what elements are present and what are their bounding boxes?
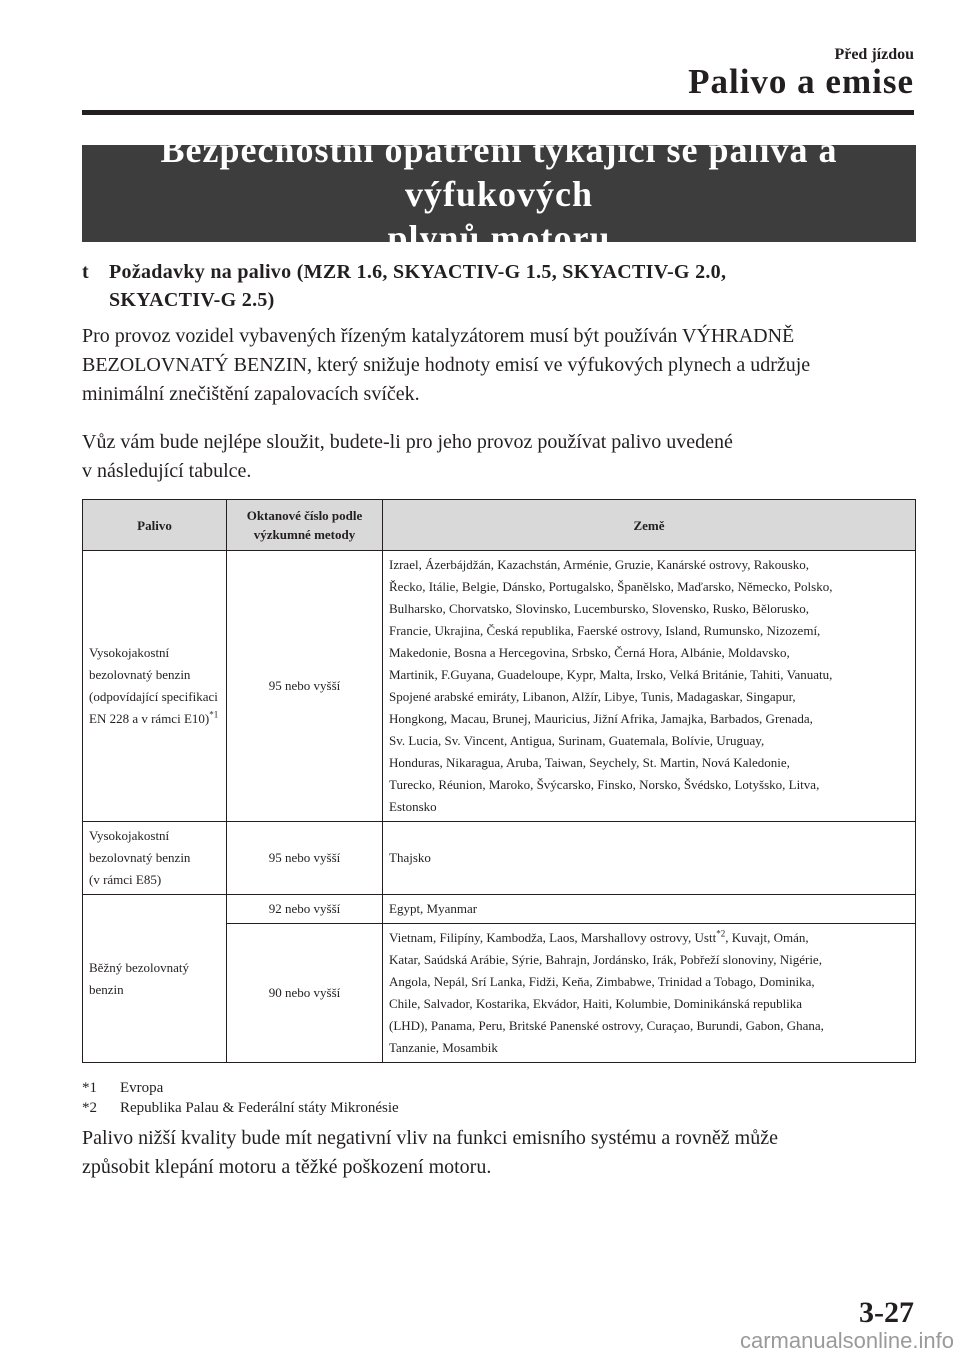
- country-line: Francie, Ukrajina, Česká republika, Faerské ostrovy, Island, Rumunsko, Nizozemí,: [389, 623, 821, 638]
- paragraph-line: Palivo nižší kvality bude mít negativní vliv na funkci emisního systému a rovněž může: [82, 1127, 778, 1149]
- country-line: Turecko, Réunion, Maroko, Švýcarsko, Finsko, Norsko, Švédsko, Lotyšsko, Litva,: [389, 777, 820, 792]
- running-header-title: Palivo a emise: [688, 62, 914, 101]
- paragraph-line: způsobit klepání motoru a těžké poškození motoru.: [82, 1156, 492, 1178]
- country-line: Sv. Lucia, Sv. Vincent, Antigua, Surinam, Guatemala, Bolívie, Uruguay,: [389, 733, 765, 748]
- octane-cell: 90 nebo vyšší: [227, 924, 383, 1063]
- footnote: [82, 1098, 399, 1118]
- table-row: [83, 551, 916, 822]
- banner-line-2: plynů motoru: [387, 217, 611, 258]
- fuel-cell: [83, 551, 227, 822]
- footnote-ref: *1: [209, 709, 219, 720]
- paragraph-line: v následující tabulce.: [82, 460, 252, 482]
- table-row: [83, 895, 916, 924]
- country-line: Tanzanie, Mosambik: [389, 1040, 498, 1055]
- banner-line-1: Bezpečnostní opatření týkající se paliva a výfukových: [160, 129, 838, 214]
- fuel-cell: [83, 822, 227, 895]
- country-line: Bulharsko, Chorvatsko, Slovinsko, Lucembursko, Slovensko, Rusko, Bělorusko,: [389, 601, 809, 616]
- header-rule: [82, 110, 914, 115]
- subsection-heading: [82, 258, 916, 314]
- bullet-glyph: t: [82, 261, 89, 283]
- paragraph-intro: [82, 322, 916, 409]
- octane-cell: 95 nebo vyšší: [227, 822, 383, 895]
- country-line: Chile, Salvador, Kostarika, Ekvádor, Haiti, Kolumbie, Dominikánská republika: [389, 996, 803, 1011]
- country-line: Martinik, F.Guyana, Guadeloupe, Kypr, Malta, Irsko, Velká Británie, Tahiti, Vanuatu,: [389, 667, 833, 682]
- footnote-mark: *1: [82, 1080, 97, 1096]
- header-country: Země: [383, 500, 916, 551]
- fuel-line: Vysokojakostní: [89, 828, 170, 843]
- country-line: Honduras, Nikaragua, Aruba, Taiwan, Seychely, St. Martin, Nová Kaledonie,: [389, 755, 790, 770]
- country-line: Spojené arabské emiráty, Libanon, Alžír, Libye, Tunis, Madagaskar, Singapur,: [389, 689, 796, 704]
- country-line: Makedonie, Bosna a Hercegovina, Srbsko, Černá Hora, Albánie, Moldavsko,: [389, 645, 790, 660]
- fuel-table: [82, 499, 916, 1063]
- heading-line-1: Požadavky na palivo (MZR 1.6, SKYACTIV-G 1.5, SKYACTIV-G 2.0,: [109, 261, 727, 283]
- header-octane-line: výzkumné metody: [253, 527, 356, 542]
- watermark: carmanualsonline.info: [739, 1328, 954, 1353]
- paragraph-table-intro: [82, 428, 916, 486]
- country-line: Řecko, Itálie, Belgie, Dánsko, Portugalsko, Španělsko, Maďarsko, Německo, Polsko,: [389, 579, 833, 594]
- country-line: Estonsko: [389, 799, 437, 814]
- page-number: 3-27: [859, 1296, 914, 1329]
- fuel-line: (odpovídající specifikaci: [89, 689, 218, 704]
- octane-cell: 95 nebo vyšší: [227, 551, 383, 822]
- country-cell: [383, 924, 916, 1063]
- footnote-text: Republika Palau & Federální státy Mikronésie: [120, 1100, 399, 1116]
- fuel-cell: [83, 895, 227, 1063]
- country-cell: Thajsko: [383, 822, 916, 895]
- header-octane: [227, 500, 383, 551]
- header-octane-line: Oktanové číslo podle: [246, 508, 363, 523]
- footnote-text: Evropa: [120, 1080, 164, 1096]
- heading-line-2: SKYACTIV-G 2.5): [109, 289, 275, 311]
- country-line: (LHD), Panama, Peru, Britské Panenské ostrovy, Curaçao, Burundi, Gabon, Ghana,: [389, 1018, 824, 1033]
- fuel-line: bezolovnatý benzin: [89, 667, 191, 682]
- fuel-line: (v rámci E85): [89, 872, 162, 887]
- fuel-line: EN 228 a v rámci E10)$^{*1}$: [89, 709, 219, 726]
- table-row: [83, 822, 916, 895]
- running-header-subtitle: Před jízdou: [834, 46, 914, 63]
- table-header-row: [83, 500, 916, 551]
- country-line: Katar, Saúdská Arábie, Sýrie, Bahrajn, Jordánsko, Irák, Pobřeží slonoviny, Nigérie,: [389, 952, 822, 967]
- footnote: [82, 1078, 399, 1098]
- paragraph-line: Vůz vám bude nejlépe sloužit, budete-li pro jeho provoz používat palivo uvedené: [82, 431, 733, 453]
- fuel-line: Vysokojakostní: [89, 645, 170, 660]
- country-line: Hongkong, Macau, Brunej, Mauricius, Jižní Afrika, Jamajka, Barbados, Grenada,: [389, 711, 813, 726]
- octane-cell: 92 nebo vyšší: [227, 895, 383, 924]
- country-line: Angola, Nepál, Srí Lanka, Fidži, Keňa, Zimbabwe, Trinidad a Tobago, Dominika,: [389, 974, 815, 989]
- section-banner: [82, 129, 916, 258]
- footnote-ref: *2: [716, 928, 726, 939]
- fuel-line: Běžný bezolovnatý: [89, 959, 189, 975]
- paragraph-line: Pro provoz vozidel vybavených řízeným katalyzátorem musí být používán VÝHRADNĚ: [82, 325, 795, 347]
- country-line: Vietnam, Filipíny, Kambodža, Laos, Marshallovy ostrovy, Ustt$^{*2}$, Kuvajt, Omán,: [389, 928, 809, 945]
- fuel-line: bezolovnatý benzin: [89, 850, 191, 865]
- footnotes: [82, 1078, 399, 1118]
- paragraph-line: minimální znečištění zapalovacích svíček.: [82, 383, 420, 405]
- footnote-mark: *2: [82, 1100, 97, 1116]
- header-fuel: Palivo: [83, 500, 227, 551]
- country-cell: [383, 551, 916, 822]
- paragraph-line: BEZOLOVNATÝ BENZIN, který snižuje hodnoty emisí ve výfukových plynech a udržuje: [82, 354, 811, 376]
- paragraph-warning: [82, 1124, 916, 1182]
- fuel-line: benzin: [89, 981, 124, 997]
- country-cell: Egypt, Myanmar: [383, 895, 916, 924]
- country-line: Izrael, Ázerbájdžán, Kazachstán, Arménie, Gruzie, Kanárské ostrovy, Rakousko,: [389, 557, 810, 572]
